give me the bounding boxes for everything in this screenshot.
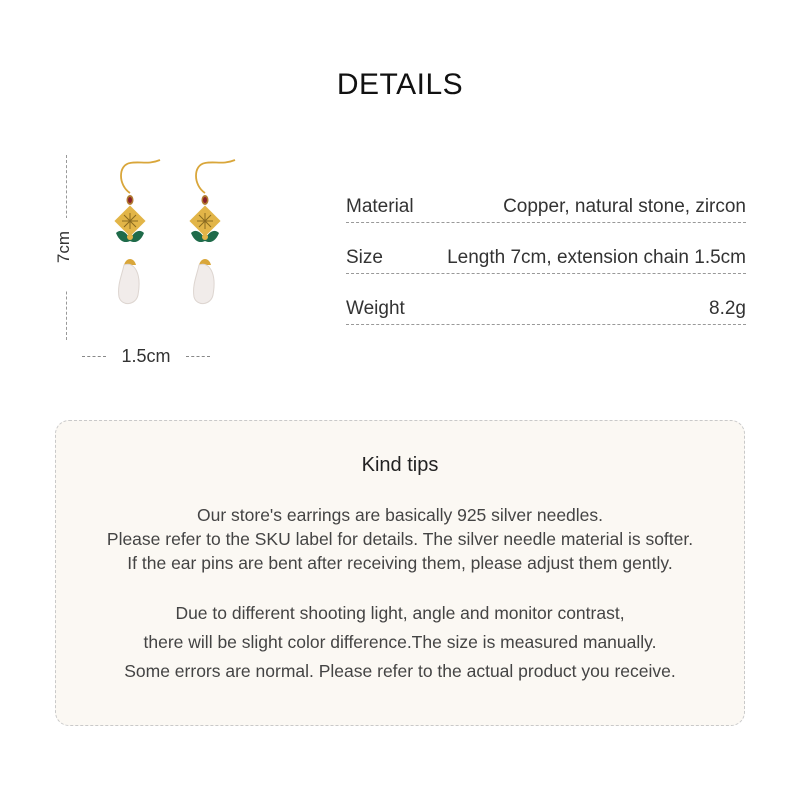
tips-line: Our store's earrings are basically 925 silver needles. bbox=[196, 505, 604, 525]
spec-row-weight bbox=[346, 292, 746, 325]
spec-label: Weight bbox=[346, 298, 405, 319]
tips-paragraph-1 bbox=[56, 503, 744, 575]
earrings-product-image bbox=[100, 155, 250, 350]
spec-row-size bbox=[346, 241, 746, 274]
spec-value: Copper, natural stone, zircon bbox=[503, 196, 746, 217]
width-dimension bbox=[82, 346, 210, 367]
tips-line: Some errors are normal. Please refer to the actual product you receive. bbox=[124, 661, 676, 681]
width-dimension-label: 1.5cm bbox=[121, 346, 171, 366]
tips-line: If the ear pins are bent after receiving them, please adjust them gently. bbox=[127, 553, 673, 573]
tips-line: Due to different shooting light, angle and monitor contrast, bbox=[175, 603, 625, 623]
spec-value: 8.2g bbox=[709, 298, 746, 319]
spec-label: Material bbox=[346, 196, 414, 217]
spec-row-material bbox=[346, 190, 746, 223]
tips-line: Please refer to the SKU label for details. The silver needle material is softer. bbox=[106, 529, 694, 549]
tips-heading: Kind tips bbox=[361, 454, 439, 476]
spec-value: Length 7cm, extension chain 1.5cm bbox=[447, 247, 746, 268]
height-dimension-label: 7cm bbox=[54, 230, 73, 264]
kind-tips-box bbox=[55, 420, 745, 726]
tips-line: there will be slight color difference.The size is measured manually. bbox=[143, 632, 657, 652]
spec-label: Size bbox=[346, 247, 383, 268]
page-title: DETAILS bbox=[336, 68, 464, 101]
specs-table bbox=[346, 190, 746, 343]
tips-paragraph-2 bbox=[56, 599, 744, 686]
